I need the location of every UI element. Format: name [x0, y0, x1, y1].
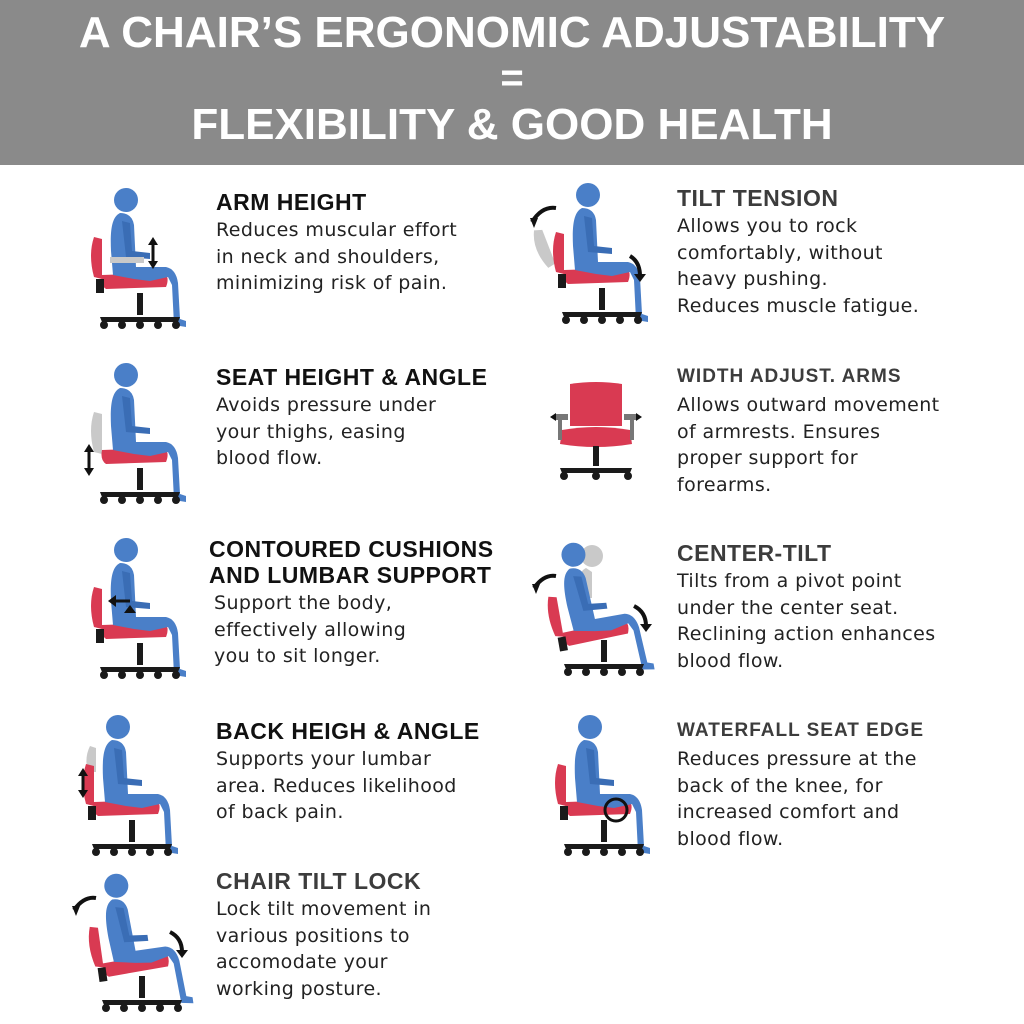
- feature-width-arms: [677, 364, 1007, 498]
- feature-tilt-tension: [677, 185, 1007, 319]
- feature-title: TILT TENSION: [677, 185, 839, 211]
- feature-title: CHAIR TILT LOCK: [216, 868, 422, 894]
- arm-height-icon: [80, 185, 190, 330]
- feature-title: CONTOURED CUSHIONS AND LUMBAR SUPPORT: [209, 536, 494, 588]
- center-tilt-icon: [530, 538, 655, 678]
- headline-top: A CHAIR’S ERGONOMIC ADJUSTABILITY: [78, 8, 946, 57]
- headline-equals: =: [500, 56, 524, 100]
- tilt-lock-icon: [70, 868, 195, 1013]
- feature-desc: Tilts from a pivot point under the center seat. Reclining action enhances blood flow.: [677, 570, 936, 672]
- feature-title: CENTER-TILT: [677, 540, 832, 566]
- width-arms-icon: [548, 380, 648, 490]
- feature-back-height: [216, 718, 536, 826]
- feature-center-tilt: [677, 540, 1007, 674]
- feature-title: WATERFALL SEAT EDGE: [677, 720, 925, 741]
- feature-desc: Supports your lumbar area. Reduces likelihood of back pain.: [216, 748, 457, 823]
- feature-lumbar-support: [209, 536, 529, 670]
- feature-arm-height: [216, 189, 516, 297]
- feature-title: SEAT HEIGHT & ANGLE: [216, 364, 488, 390]
- tilt-tension-icon: [528, 180, 653, 325]
- feature-title: ARM HEIGHT: [216, 189, 367, 215]
- feature-desc: Reduces muscular effort in neck and shoulders, minimizing risk of pain.: [216, 219, 458, 294]
- waterfall-seat-icon: [540, 712, 655, 857]
- feature-desc: Allows outward movement of armrests. Ensures proper support for forearms.: [677, 394, 940, 496]
- title-banner: [0, 0, 1024, 165]
- feature-title: WIDTH ADJUST. ARMS: [677, 366, 902, 387]
- headline-bottom: FLEXIBILITY & GOOD HEALTH: [191, 100, 833, 149]
- back-height-icon: [72, 712, 182, 857]
- seat-height-icon: [80, 360, 190, 505]
- lumbar-support-icon: [80, 535, 190, 680]
- feature-desc: Lock tilt movement in various positions to accomodate your working posture.: [216, 898, 432, 1000]
- feature-waterfall-seat: [677, 718, 1007, 852]
- feature-desc: Support the body, effectively allowing you to sit longer.: [214, 592, 407, 667]
- feature-title: BACK HEIGH & ANGLE: [216, 718, 480, 744]
- feature-desc: Reduces pressure at the back of the knee, for increased comfort and blood flow.: [677, 748, 917, 850]
- feature-desc: Avoids pressure under your thighs, easing blood flow.: [216, 394, 437, 469]
- feature-tilt-lock: [216, 868, 536, 1002]
- feature-desc: Allows you to rock comfortably, without heavy pushing. Reduces muscle fatigue.: [677, 215, 920, 317]
- feature-seat-height: [216, 364, 536, 472]
